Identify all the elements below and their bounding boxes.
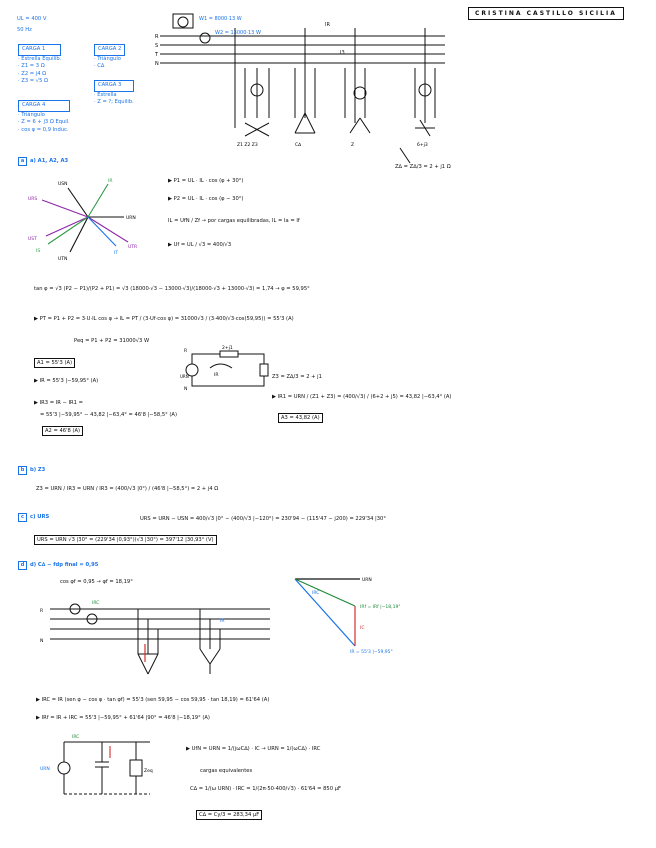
carga-4-title: CARGA 4	[18, 100, 70, 112]
carga-4	[18, 100, 70, 134]
eq-p1: ▶ P1 = UL · IL · cos (φ + 30°)	[168, 178, 244, 184]
result-a3: A3 = 43,82 (A)	[278, 413, 323, 423]
load-label: Z	[351, 143, 355, 148]
phasor-label: IR	[108, 179, 113, 184]
eq-uf: ▶ Uf = UL / √3 = 400/√3	[168, 242, 232, 248]
phasor-label: IS	[36, 249, 41, 254]
phasor-label: UST	[28, 237, 37, 242]
eq-urs-1: URS = URN − USN = 400/√3 |0° − (400/√3 |−120°) = 230'94 − (115'47 − j200) = 229'34 |30°	[140, 516, 386, 522]
line-t: T	[155, 52, 159, 58]
eq-urs-2: URS = URN √3 |30° = (229'34 |0,93°)(√3 |30°) = 397'12 |30,93° (V)	[34, 535, 217, 545]
mini-label: IRC	[92, 601, 100, 606]
loop-label: IR	[214, 373, 219, 378]
result-a2: A2 = 46'8 (A)	[42, 426, 83, 436]
carga-3-line: · Z = ?; Equilib.	[94, 99, 134, 105]
eq-cdelta: C∆ = 1/(ω URN) · IRC = 1/(2π·50·400/√3) · 61'64 = 850 μF	[190, 786, 341, 792]
single-phase-circuit	[40, 732, 170, 802]
loop-label: 2+j1	[222, 346, 233, 351]
loop-z3: Z3 = Z∆/3 = 2 + j1	[272, 374, 322, 380]
result-a1: A1 = 55'3 (A)	[34, 358, 75, 368]
mini-label: IR	[220, 619, 225, 624]
section-d-title: d d) C∆ − fdp final = 0,95	[18, 561, 98, 570]
result-ir: ▶ IR = 55'3 |−59,95° (A)	[34, 378, 99, 384]
line-s: S	[155, 43, 159, 49]
line-r: R	[155, 34, 159, 40]
eq-pt: ▶ PT = P1 + P2 = 3·U·IL cos φ → IL = PT / (3·Uf·cos φ) = 31000√3 / (3·400/√3·cos(59,95)) = 55'3 (A)	[34, 316, 294, 322]
phasor-label: UTR	[128, 245, 138, 250]
carga-4-line: · Triángulo	[18, 111, 45, 118]
loop-circuit	[180, 346, 270, 391]
single-label: URN	[40, 767, 50, 772]
phasor-label: USN	[58, 182, 68, 187]
carga-2	[94, 44, 125, 71]
section-b-title: b b) Z3	[18, 466, 45, 475]
carga-1-line: · Z1 = 3 Ω	[18, 63, 45, 69]
section-c-title-text: c) URS	[30, 514, 50, 520]
section-c-title: c c) URS	[18, 513, 49, 522]
load-label: 6+j3	[417, 143, 428, 148]
i3-label: I3	[340, 50, 345, 56]
load-label: C∆	[295, 143, 302, 148]
triangle-label: IR = 55'3 |−59,95°	[350, 650, 393, 655]
load-label: Z1 Z2 Z3	[237, 143, 258, 148]
current-label: IR	[325, 22, 330, 28]
result-ir3: = 55'3 |−59,95° − 43,82 |−63,4° = 46'8 |−58,5° (A)	[40, 412, 177, 418]
carga-2-line: · Triángulo	[94, 55, 121, 62]
eq-ufn: ▶ UfN = URN = 1/(jωC∆) · IC → URN = 1/(ωC∆) · IRC	[186, 746, 321, 752]
single-label: Zeq	[144, 769, 153, 774]
carga-2-line: · C∆	[94, 63, 105, 69]
eq-irf: ▶ IRf = IR + IRC = 55'3 |−59,95° + 61'64 |90° = 46'8 |−18,19° (A)	[36, 715, 210, 721]
author-name: CRISTINA CASTILLO SICILIA	[468, 7, 624, 20]
loop-label: N	[184, 387, 188, 392]
line-n: N	[155, 61, 159, 67]
single-label: IRC	[72, 735, 80, 740]
triangle-label: URN	[362, 578, 372, 583]
carga-1-line: · Z3 = √5 Ω	[18, 78, 49, 84]
loop-label: URN	[180, 374, 189, 379]
phasor-label: URS	[28, 197, 38, 202]
eq-p2: ▶ P2 = UL · IL · cos (φ − 30°)	[168, 196, 244, 202]
carga-2-title: CARGA 2	[94, 44, 125, 56]
phasor-label: IT	[114, 251, 119, 256]
section-b-title-text: b) Z3	[30, 467, 46, 473]
compensation-circuit	[40, 594, 280, 684]
eq-cy: C∆ = Cy/3 = 283,34 μF	[196, 810, 262, 820]
phasor-label: UTN	[58, 257, 68, 262]
eq-z3: Z3 = URN / IR3 = URN / IR3 = (400/√3 |0°) / (46'8 |−58,5°) = 2 + j4 Ω	[36, 486, 219, 492]
section-d-title-text: d) C∆ − fdp final = 0,95	[30, 562, 99, 568]
mini-label: N	[40, 639, 44, 644]
carga-3	[94, 80, 134, 107]
mini-label: R	[40, 609, 44, 614]
triangle-label: IC	[360, 626, 365, 631]
phasor-star-diagram	[28, 172, 148, 262]
section-a-title-text: a) A1, A2, A3	[30, 158, 69, 164]
wattmeter-2-label: W2 = 13000·13 W	[215, 30, 261, 36]
three-phase-circuit	[155, 8, 455, 158]
eq-tan: tan φ = √3 (P2 − P1)/(P2 + P1) = √3 (18000·√3 − 13000·√3)/(18000·√3 + 13000·√3) = 1,74 → φ = 59,95°	[34, 286, 310, 292]
loop-ir1: ▶ IR1 = URN / (Z1 + Z3) = (400/√3) / (6+2 + j5) = 43,82 |−63,4° (A)	[272, 394, 452, 400]
carga-3-title: CARGA 3	[94, 80, 134, 92]
triangle-label: IRf = IRf |−18,19°	[360, 605, 401, 610]
carga-4-line: · Z = 6 + j3 Ω Equil.	[18, 119, 70, 125]
eq-ufn-note: cargas equivalentes	[200, 768, 253, 774]
carga-4-line: · cos φ = 0,9 Induc.	[18, 126, 69, 133]
zeq-note: Z∆ = Z∆/3 = 2 + j1 Ω	[395, 164, 451, 170]
ul-value: UL = 400 V	[17, 16, 47, 22]
eq-il: IL = UfN / Zf → por cargas equilibradas, IL = Ia = If	[168, 218, 300, 224]
wattmeter-1-label: W1 = 8000·13 W	[199, 16, 242, 22]
freq-value: 50 Hz	[17, 27, 32, 33]
eq-cos-final: cos φf = 0,95 → φf = 18,19°	[60, 579, 133, 585]
carga-1	[18, 44, 61, 86]
carga-3-line: · Estrella	[94, 91, 117, 98]
result-ir3-title: ▶ IR3 = IR − IR1 =	[34, 400, 83, 406]
loop-label: R	[184, 349, 188, 354]
carga-1-line: · Estrella Equilib.	[18, 55, 62, 62]
phasor-label: URN	[126, 216, 136, 221]
phasor-triangle	[290, 574, 460, 654]
triangle-label: IRC	[312, 591, 320, 596]
carga-1-title: CARGA 1	[18, 44, 61, 56]
eq-irc: ▶ IRC = IR (sen φ − cos φ · tan φf) = 55'3 (sen 59,95 − cos 59,95 · tan 18,19) = 61'64 (A)	[36, 697, 270, 703]
section-a-title: a a) A1, A2, A3	[18, 157, 68, 166]
carga-1-line: · Z2 = j4 Ω	[18, 70, 47, 77]
eq-peq: Peq = P1 + P2 = 31000√3 W	[74, 338, 150, 344]
